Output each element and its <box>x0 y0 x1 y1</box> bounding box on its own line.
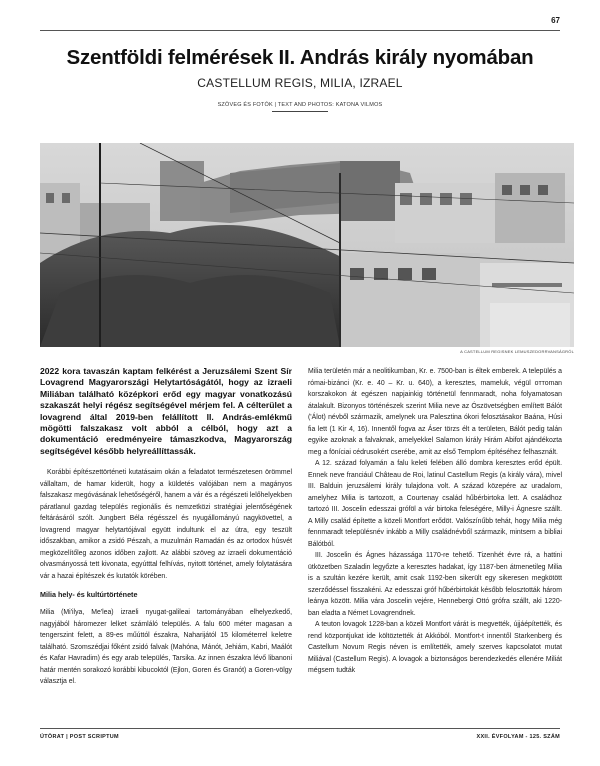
body-paragraph: Milia területén már a neolitikumban, Kr. e. 7500-ban is éltek emberek. A település a római-bizánci (Kr. e. 40 – Kr. u. 640), a keresztes, mameluk, végül oттoman korszakokon át egészen napjainkig történetül fennmaradt, noha folyamatosan átalakult. Bizonyos történészek szerint Milia neve az Ószövetségben említett Bálót ('Álot) névből származik, amelynek ura Palesztina ókori felosztásakor Baána, Húsi fia lett (1 Kir 4, 16). Innentől fogva az Áser törzs élt a területen, Bálót pedig talán egyike azoknak a falvaknak, amelyekkel Salamon király Hirám Abifot ajándékozta meg a föníciai cédrusokért cserébe, amit az első Templom építéséhez felhasznált. <box>308 368 562 456</box>
page-number: 67 <box>551 16 560 25</box>
header-rule <box>40 30 560 31</box>
byline-rule <box>272 111 328 112</box>
byline: SZÖVEG ÉS FOTÓK | TEXT AND PHOTOS: KATONA VILMOS <box>217 102 383 108</box>
body-paragraph: A 12. század folyamán a falu keleti felében álló dombra keresztes erőd épült. Ennek neve franciául Château de Roi, latinul Castellum Regis (a király vára), mivel III. Balduin jeruzsálemi király tulajdona volt. A század közepére az uradalom, amelyhez Milia is tartozott, a Courtenay család hűbérbirtoka lett. A családhoz tartozó III. Joscelin edesszai gróföl a vár birtoka feleségére, Milly-i Ágnesre szállt. A Milly család építette a közeli Montfort erődöt. Valószínűbb tehát, hogy Milia még fennmaradt településnév inkább a Milly családnévből származik, mintsem a bibliai Bálótból. <box>308 460 562 548</box>
article-title: Szentföldi felmérések II. András király nyomában <box>66 46 534 69</box>
footer-rule <box>40 728 560 729</box>
body-paragraph: Milia (Mi'ilya, Me'lea) izraeli nyugat-galileai tartományában elhelyezkedő, nagyjából háromezer lelket számláló település. A falu 600 méter magasan a tengerszint felett, a 89-es műúttól északra, Naharijától 15 kilométerrel keletre található. Szomszédjai főként zsidó falvak (Mahóna, Mánót, Jehiám, Kabri, Maálót és Kafar Havradim) és egy arab település, Tarsika. Az innen északra lévő libanoni határ mentén sorakozó korábbi kibucoktól (Ejlon, Goren és Granót) a Goren-völgy választja el. <box>40 609 292 686</box>
castle-photo <box>40 143 574 347</box>
right-column <box>308 366 562 677</box>
section-heading: Milia hely- és kultúrtörténete <box>40 590 138 600</box>
footer-issue: XXII. ÉVFOLYAM - 125. SZÁM <box>476 734 560 740</box>
body-paragraph: III. Joscelin és Ágnes házassága 1170-re tehető. Tizenhét évre rá, a hattini ütközetben Szaladin legyőzte a keresztes hadakat, így 1187-ben átmenetileg Milia is a szultán kezére került, amit csak 1192-ben sikerült egy sikeresen megkötött szerződéssel fisszakéni. Az edesszai gróf hűbérbirtokát később felosztották három leánya között. Milia vára Joscelin vejére, Hennebergi Ottó grófra szállt, aki 1220-ban eladta a Német Lovagrendnek. <box>308 552 562 617</box>
article-subtitle: CASTELLUM REGIS, MILIA, IZRAEL <box>197 76 403 90</box>
body-paragraph: A teuton lovagok 1228-ban a közeli Montfort várát is megvették, újjáépítették, és rend központjukat ide költöztették át Akkóból. Montfort-t innentől Starkenberg és Castellum Novum Regis néven is említették, amely szerves kapcsolatot mutat Miliával (Castellum Regis). A lovagok a biztonságos berendezkedés ellenére Miliát mégsem tudták <box>308 621 562 674</box>
photo-credit: A CASTELLUM REGISNEK LEMUSZEDORRVANSÁGRÓL <box>460 349 574 354</box>
body-paragraph: Korábbi építészettörténeti kutatásaim okán a feladatot természetesen örömmel vállaltam, de hamar kiderült, hogy a küldetés valójában nem a magányos falszakasz megóvásának lehetőségéről, hanem a vár és a régészeti lelőhelyekben páratlanul gazdag település regionális és nemzetközi stratégiai jelentőségének feltárásáról szólt. Jungbert Béla régésszel és nyugállományú nagykövettel, a lovagrend magyar helytartójával együtt indultunk el az útra, egy teszült időszakban, amikor a zsidó Pészah, a muzulmán Ramadán és az ortodox húsvét megközelítőleg azonos időben zajlott. Az alábbi szöveg az izraeli dokumentáció olvasmányossá tett kivonata, egyútttal felhívás, nyitott történet, amely folytatására vár a hazai építészek és kutatók körében. <box>40 469 292 580</box>
footer-publication: ÚTÖRAT | POST SCRIPTUM <box>40 734 119 740</box>
lead-paragraph: 2022 kora tavaszán kaptam felkérést a Jeruzsálemi Szent Sír Lovagrend Magyarországi Helytartóságától, hogy az izraeli Miliában található középkori erőd egy magyar vonatkozású szakaszát helyi régész segítségével mérjem fel. A célterület a lovagrend által 2019-ben felállított II. András-emlékmű mögötti falszakasz volt abból a célból, hogy azt a dokumentáció eredményeire támaszkodva, Magyarország segítségével később helyreállíttassák. <box>40 366 292 456</box>
left-column <box>40 366 292 688</box>
